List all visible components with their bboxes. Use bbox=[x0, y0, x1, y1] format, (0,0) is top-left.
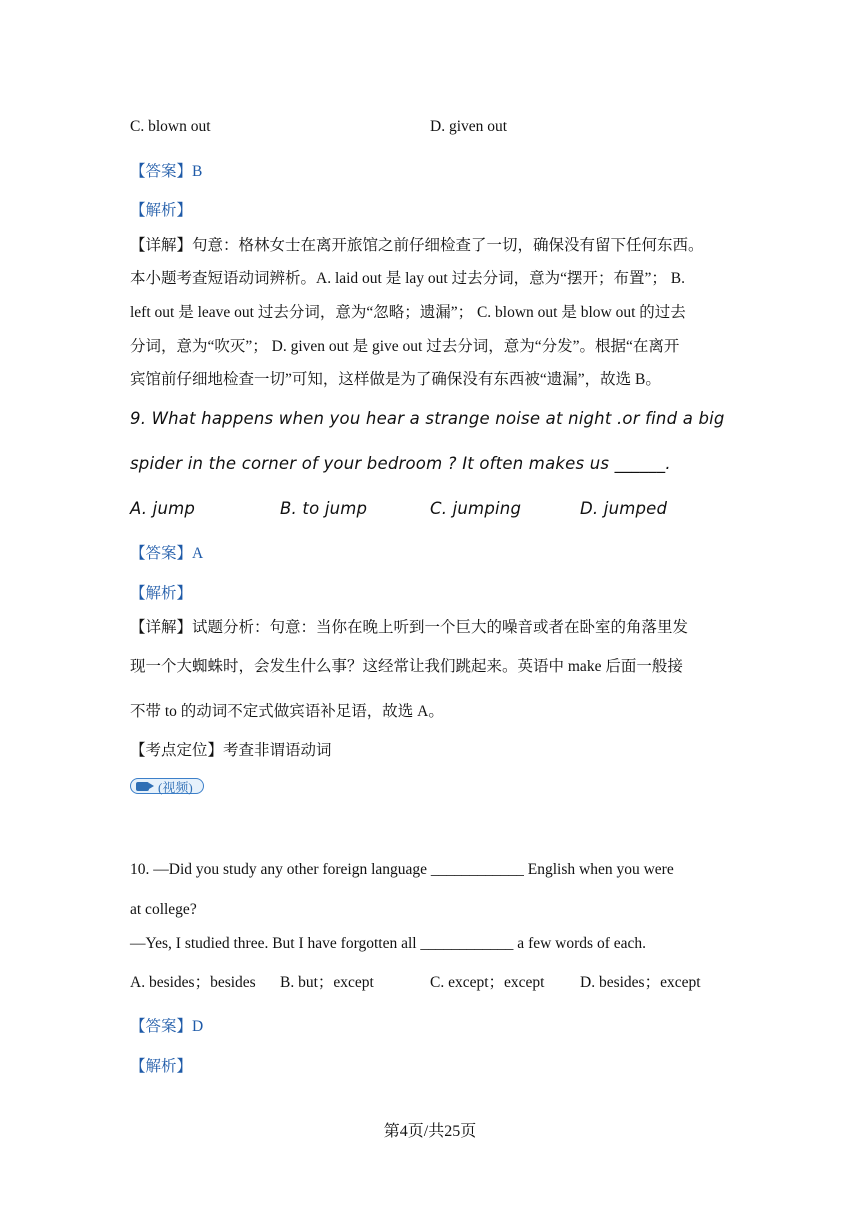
q10-answer: 【答案】D bbox=[130, 1018, 204, 1035]
q9-detail-line: 不带 to 的动词不定式做宾语补足语，故选 A。 bbox=[130, 703, 444, 720]
q8-option-d: D. given out bbox=[430, 118, 508, 135]
q8-detail-line: left out 是 leave out 过去分词，意为“忽略；遗漏”； C. blown out 是 blow out 的过去 bbox=[130, 304, 686, 321]
q9-option-a: A. jump bbox=[130, 499, 196, 518]
q9-analysis-label: 【解析】 bbox=[130, 585, 193, 602]
q8-analysis-label: 【解析】 bbox=[130, 202, 193, 219]
q8-detail-line: 【详解】句意：格林女士在离开旅馆之前仔细检查了一切，确保没有留下任何东西。 bbox=[130, 237, 704, 254]
q8-answer: 【答案】B bbox=[130, 163, 203, 180]
q10-option-d: D. besides；except bbox=[580, 974, 701, 991]
page-number: 第4页/共25页 bbox=[383, 1123, 477, 1140]
q9-option-b: B. to jump bbox=[280, 499, 368, 518]
video-camera-icon bbox=[136, 782, 149, 791]
q10-question-line: —Yes, I studied three. But I have forgotten all ____________ a few words of each. bbox=[130, 935, 646, 952]
q9-detail-line: 【详解】试题分析：句意：当你在晚上听到一个巨大的噪音或者在卧室的角落里发 bbox=[130, 619, 689, 636]
video-link[interactable] bbox=[130, 778, 204, 794]
q9-option-c: C. jumping bbox=[430, 499, 522, 518]
q9-option-d: D. jumped bbox=[580, 499, 668, 518]
q10-question-line: 10. —Did you study any other foreign language ____________ English when you were bbox=[130, 861, 674, 878]
q10-option-b: B. but；except bbox=[280, 974, 374, 991]
q8-detail-line: 宾馆前仔细地检查一切”可知，这样做是为了确保没有东西被“遗漏”，故选 B。 bbox=[130, 371, 661, 388]
q8-detail-line: 本小题考查短语动词辨析。A. laid out 是 lay out 过去分词，意为“摆开；布置”； B. bbox=[130, 270, 685, 287]
q9-detail-line: 现一个大蜘蛛时，会发生什么事？这经常让我们跳起来。英语中 make 后面一般接 bbox=[130, 658, 683, 675]
q8-detail-line: 分词，意为“吹灭”； D. given out 是 give out 过去分词，意为“分发”。根据“在离开 bbox=[130, 338, 680, 355]
q9-answer: 【答案】A bbox=[130, 545, 204, 562]
q9-kaodian: 【考点定位】考查非谓语动词 bbox=[130, 742, 332, 759]
q9-question-line: spider in the corner of your bedroom ? It often makes us ______. bbox=[130, 454, 671, 473]
q8-option-c: C. blown out bbox=[130, 118, 211, 135]
q10-option-a: A. besides；besides bbox=[130, 974, 256, 991]
q10-option-c: C. except；except bbox=[430, 974, 545, 991]
q10-question-line: at college? bbox=[130, 901, 197, 918]
q9-question-line: 9. What happens when you hear a strange noise at night .or find a big bbox=[130, 409, 725, 428]
q10-analysis-label: 【解析】 bbox=[130, 1058, 193, 1075]
video-label: (视频) bbox=[158, 779, 193, 795]
